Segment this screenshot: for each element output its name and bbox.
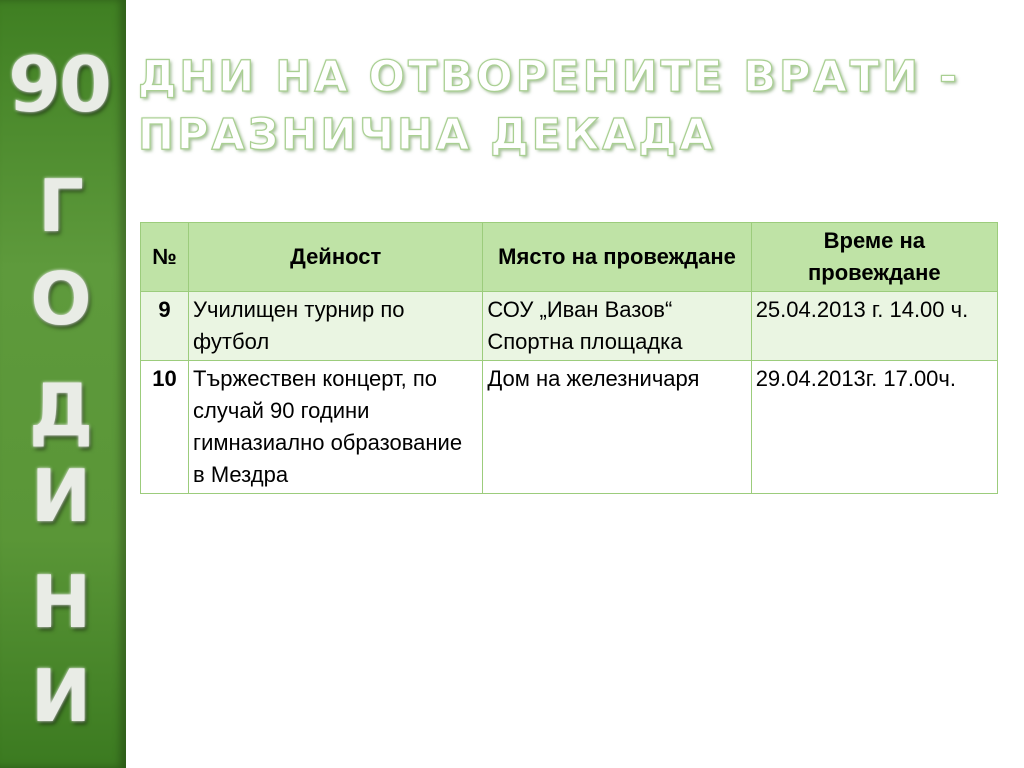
- header-place: Място на провеждане: [483, 223, 751, 292]
- slide-title-line-1: ДНИ НА ОТВОРЕНИТЕ ВРАТИ -: [138, 52, 960, 102]
- sidebar-letter: Г: [38, 164, 84, 248]
- slide-title-line-2: ПРАЗНИЧНА ДЕКАДА: [138, 110, 716, 160]
- header-time: Време на провеждане: [751, 223, 997, 292]
- cell-time: 25.04.2013 г. 14.00 ч.: [751, 292, 997, 361]
- cell-activity: Училищен турнир по футбол: [189, 292, 483, 361]
- sidebar-number: 90: [8, 40, 110, 129]
- sidebar-letter: Д: [28, 368, 94, 452]
- table-header-row: [141, 223, 998, 292]
- sidebar-letter: И: [30, 454, 92, 538]
- cell-number: 10: [141, 361, 189, 494]
- cell-time: 29.04.2013г. 17.00ч.: [751, 361, 997, 494]
- header-number: №: [141, 223, 189, 292]
- sidebar-letter: Н: [30, 560, 92, 644]
- cell-activity: Тържествен концерт, по случай 90 години гимназиално образование в Мездра: [189, 361, 483, 494]
- sidebar-banner: [0, 0, 126, 768]
- header-activity: Дейност: [189, 223, 483, 292]
- table-row: [141, 361, 998, 494]
- events-table: [140, 222, 998, 494]
- sidebar-letter: И: [30, 654, 92, 738]
- sidebar-letter: О: [30, 257, 92, 341]
- cell-place: СОУ „Иван Вазов“ Спортна площадка: [483, 292, 751, 361]
- cell-number: 9: [141, 292, 189, 361]
- cell-place: Дом на железничаря: [483, 361, 751, 494]
- table-row: [141, 292, 998, 361]
